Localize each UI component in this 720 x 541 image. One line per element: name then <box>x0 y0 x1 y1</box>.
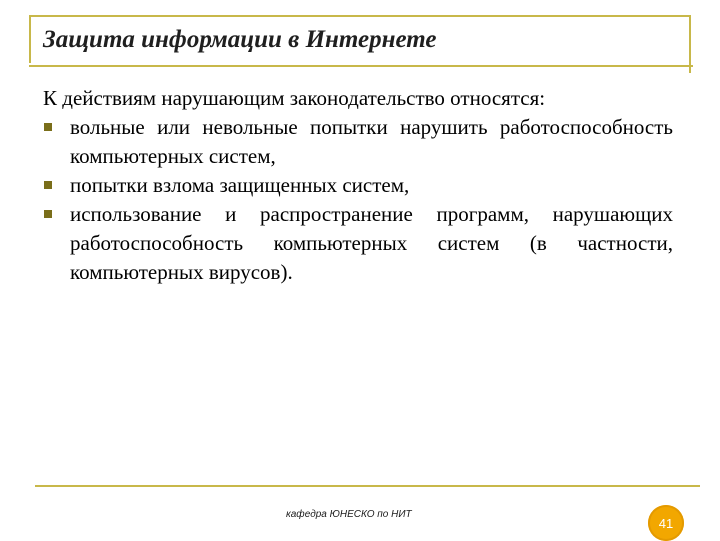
list-item <box>43 200 673 287</box>
square-bullet-icon <box>44 210 52 218</box>
bullet-text: попытки взлома защищенных систем, <box>70 173 410 197</box>
slide-content <box>43 84 673 287</box>
bullet-list <box>43 113 673 287</box>
square-bullet-icon <box>44 181 52 189</box>
title-frame-left-line <box>29 15 31 63</box>
footer-text: кафедра ЮНЕСКО по НИТ <box>286 509 412 520</box>
list-item <box>43 113 673 171</box>
slide-title: Защита информации в Интернете <box>43 26 437 53</box>
list-item <box>43 171 673 200</box>
square-bullet-icon <box>44 123 52 131</box>
intro-text: К действиям нарушающим законодательство относятся: <box>43 86 546 110</box>
title-divider <box>29 65 693 67</box>
bullet-text: использование и распространение программ, нарушающих работоспособность компьютерных систем (в частности, компьютерных вирусов). <box>70 202 673 284</box>
page-number-badge: 41 <box>648 505 684 541</box>
footer-divider <box>35 485 700 487</box>
bullet-text: вольные или невольные попытки нарушить работоспособность компьютерных систем, <box>70 115 673 168</box>
